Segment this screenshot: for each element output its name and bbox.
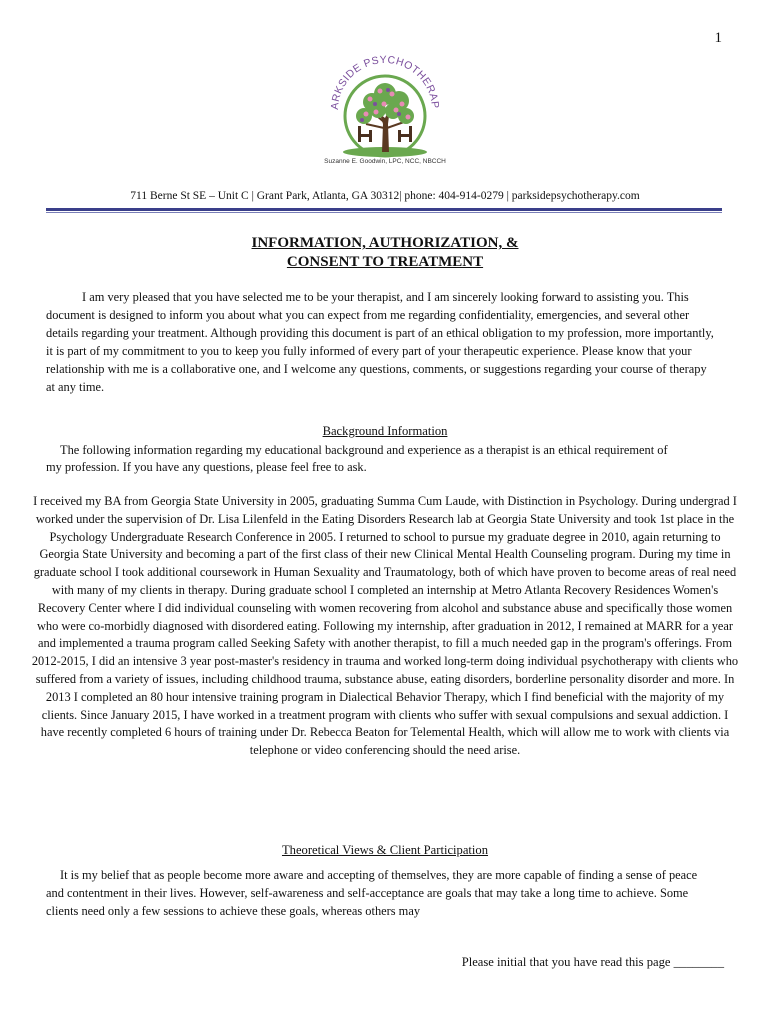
title-line-1: INFORMATION, AUTHORIZATION, &: [251, 235, 519, 251]
tree-logo-graphic: [322, 44, 448, 170]
theoretical-paragraph: It is my belief that as people become more aware and accepting of themselves, they are more capable of finding a sense of peace and contentment in their lives. However, self-awareness and self-acceptance are goals that may take a long time to achieve. Some clients need only a few sessions to achieve these goals, whereas others may: [46, 868, 698, 918]
practice-logo: [322, 44, 448, 170]
background-bio: I received my BA from Georgia State University in 2005, graduating Summa Cum Laude, with Distinction in Psychology. During undergrad I worked under the supervision of Dr. Lisa Lilenfeld in the Eating Disorders Research lab at Georgia State University and took 1st place in the Psychology Undergraduate Research Conference in 2005. I returned to school to pursue my graduate degree in 2010, again returning to Georgia State University and becoming a part of the first class of their new Clinical Mental Health Counseling program. During my time in graduate school I took additional coursework in Human Sexuality and Traumatology, both of which have proven to become areas of real need with many of my clients in therapy. During graduate school I completed an internship at Metro Atlanta Recovery Residences Women's Recovery Center where I did individual counseling with women recovering from alcohol and substance abuse and specifically those women who were co-morbidly diagnosed with disordered eating. Following my internship, after graduation in 2012, I remained at MARR for a year and implemented a trauma program called Seeking Safety with another therapist, to fill a much needed gap in the program's offerings. From 2012-2015, I did an intensive 3 year post-master's residency in trauma and worked long-term doing individual psychotherapy with clients who suffered from a variety of issues, including childhood trauma, substance abuse, eating disorders, borderline personality disorder and more. In 2013 I completed an 80 hour intensive training program in Dialectical Behavior Therapy, which I find beneficial with the majority of my clients. Since January 2015, I have worked in a treatment program with clients who suffer with sexual compulsions and sexual addiction. I have recently completed 6 hours of training under Dr. Rebecca Beaton for Telemental Health, which will allow me to work with clients via telephone or video conferencing should the need arise.: [31, 494, 739, 758]
theoretical-heading: Theoretical Views & Client Participation: [281, 843, 489, 857]
title-line-2: CONSENT TO TREATMENT: [286, 254, 484, 270]
background-heading: Background Information: [322, 424, 448, 438]
logo-credential: Suzanne E. Goodwin, LPC, NCC, NBCCH: [324, 158, 446, 165]
page-number: 1: [714, 30, 722, 46]
logo-arc-text: ARKSIDE PSYCHOTHERAP: [328, 53, 442, 111]
background-intro: The following information regarding my educational background and experience as a therapist is an ethical requirement of my profession. If you have any questions, please feel free to ask.: [46, 443, 668, 474]
letterhead-address: 711 Berne St SE – Unit C | Grant Park, Atlanta, GA 30312| phone: 404-914-0279 | parksidepsychotherapy.com: [130, 190, 640, 202]
initial-line: Please initial that you have read this page ________: [461, 955, 724, 969]
letterhead-rule-thin: [46, 212, 722, 213]
letterhead-rule: [46, 208, 722, 211]
intro-paragraph: I am very pleased that you have selected me to be your therapist, and I am sincerely looking forward to assisting you. This document is designed to inform you about what you can expect from me regarding confidentiality, emergencies, and several other details regarding your treatment. Although providing this document is part of an ethical obligation to my profession, more importantly, it is part of my commitment to you to keep you fully informed of every part of your therapeutic experience. Please know that your relationship with me is a collaborative one, and I welcome any questions, comments, or suggestions regarding your course of therapy at any time.: [46, 290, 714, 394]
document-title: [0, 234, 770, 272]
